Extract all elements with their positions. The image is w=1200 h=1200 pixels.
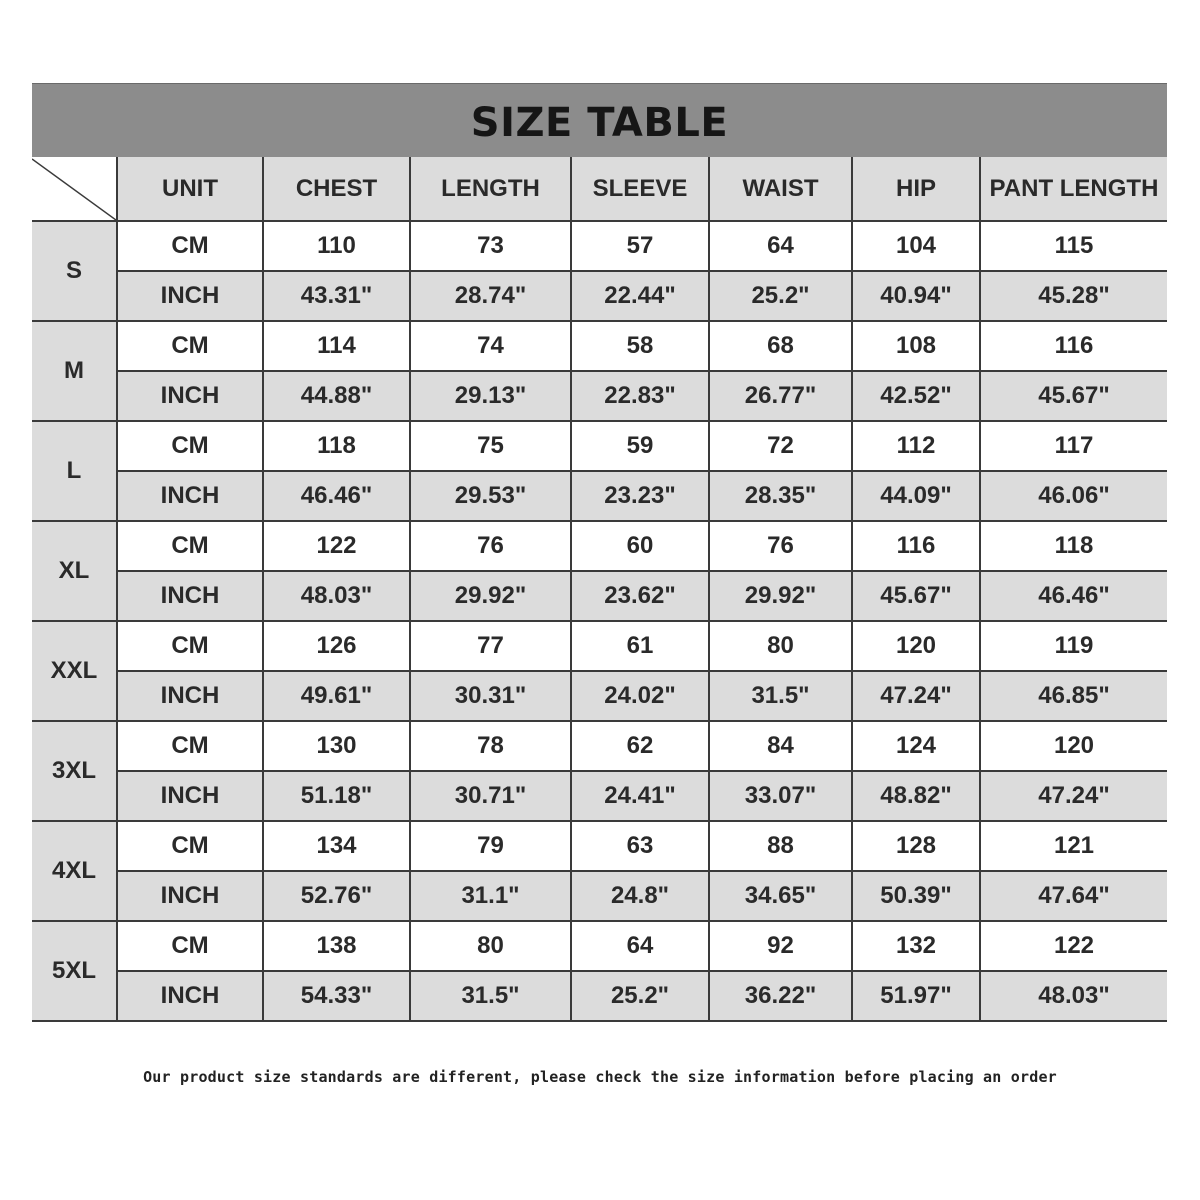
- measurement-cell: 116: [852, 521, 980, 571]
- measurement-cell: 64: [571, 921, 709, 971]
- measurement-cell: 47.24": [852, 671, 980, 721]
- table-row: [32, 421, 1167, 471]
- measurement-cell: 28.35": [709, 471, 852, 521]
- measurement-cell: 138: [263, 921, 410, 971]
- measurement-cell: 72: [709, 421, 852, 471]
- measurement-cell: 29.92": [410, 571, 571, 621]
- measurement-cell: 120: [852, 621, 980, 671]
- header-unit: UNIT: [117, 157, 263, 221]
- table-row: [32, 821, 1167, 871]
- measurement-cell: 110: [263, 221, 410, 271]
- measurement-cell: 84: [709, 721, 852, 771]
- size-table-title: SIZE TABLE: [470, 100, 729, 146]
- measurement-cell: 120: [980, 721, 1167, 771]
- measurement-cell: 46.46": [263, 471, 410, 521]
- diagonal-divider-icon: [32, 157, 116, 220]
- measurement-cell: 40.94": [852, 271, 980, 321]
- size-label: L: [32, 421, 117, 521]
- table-row: [32, 771, 1167, 821]
- measurement-cell: 115: [980, 221, 1167, 271]
- measurement-cell: 76: [709, 521, 852, 571]
- table-row: [32, 671, 1167, 721]
- measurement-cell: 28.74": [410, 271, 571, 321]
- measurement-cell: 92: [709, 921, 852, 971]
- measurement-cell: 50.39": [852, 871, 980, 921]
- measurement-cell: 31.5": [709, 671, 852, 721]
- unit-cell: INCH: [117, 571, 263, 621]
- unit-cell: CM: [117, 521, 263, 571]
- measurement-cell: 122: [263, 521, 410, 571]
- measurement-cell: 57: [571, 221, 709, 271]
- measurement-cell: 25.2": [571, 971, 709, 1021]
- header-chest: CHEST: [263, 157, 410, 221]
- measurement-cell: 23.62": [571, 571, 709, 621]
- measurement-cell: 44.09": [852, 471, 980, 521]
- measurement-cell: 42.52": [852, 371, 980, 421]
- measurement-cell: 47.64": [980, 871, 1167, 921]
- measurement-cell: 118: [980, 521, 1167, 571]
- measurement-cell: 124: [852, 721, 980, 771]
- measurement-cell: 116: [980, 321, 1167, 371]
- measurement-cell: 128: [852, 821, 980, 871]
- header-hip: HIP: [852, 157, 980, 221]
- unit-cell: CM: [117, 821, 263, 871]
- measurement-cell: 79: [410, 821, 571, 871]
- size-label: XXL: [32, 621, 117, 721]
- measurement-cell: 64: [709, 221, 852, 271]
- footer-note: Our product size standards are different, please check the size information before placing an order: [143, 1068, 1057, 1086]
- measurement-cell: 54.33": [263, 971, 410, 1021]
- measurement-cell: 45.28": [980, 271, 1167, 321]
- table-row: [32, 721, 1167, 771]
- unit-cell: CM: [117, 221, 263, 271]
- measurement-cell: 43.31": [263, 271, 410, 321]
- header-waist: WAIST: [709, 157, 852, 221]
- measurement-cell: 45.67": [852, 571, 980, 621]
- measurement-cell: 80: [410, 921, 571, 971]
- measurement-cell: 51.97": [852, 971, 980, 1021]
- size-table-title-bar: [32, 83, 1167, 158]
- unit-cell: CM: [117, 421, 263, 471]
- measurement-cell: 73: [410, 221, 571, 271]
- measurement-cell: 22.44": [571, 271, 709, 321]
- measurement-cell: 58: [571, 321, 709, 371]
- size-label: 3XL: [32, 721, 117, 821]
- measurement-cell: 48.03": [980, 971, 1167, 1021]
- size-label: XL: [32, 521, 117, 621]
- table-row: [32, 271, 1167, 321]
- measurement-cell: 24.02": [571, 671, 709, 721]
- unit-cell: CM: [117, 721, 263, 771]
- measurement-cell: 22.83": [571, 371, 709, 421]
- measurement-cell: 108: [852, 321, 980, 371]
- table-row: [32, 571, 1167, 621]
- measurement-cell: 24.8": [571, 871, 709, 921]
- measurement-cell: 29.92": [709, 571, 852, 621]
- measurement-cell: 63: [571, 821, 709, 871]
- size-table: [32, 157, 1167, 1022]
- size-label: M: [32, 321, 117, 421]
- measurement-cell: 88: [709, 821, 852, 871]
- size-label: 5XL: [32, 921, 117, 1021]
- measurement-cell: 31.1": [410, 871, 571, 921]
- measurement-cell: 77: [410, 621, 571, 671]
- measurement-cell: 46.46": [980, 571, 1167, 621]
- unit-cell: CM: [117, 621, 263, 671]
- measurement-cell: 76: [410, 521, 571, 571]
- size-table-body: [32, 221, 1167, 1021]
- unit-cell: INCH: [117, 671, 263, 721]
- measurement-cell: 104: [852, 221, 980, 271]
- table-row: [32, 621, 1167, 671]
- measurement-cell: 30.71": [410, 771, 571, 821]
- measurement-cell: 46.06": [980, 471, 1167, 521]
- measurement-cell: 80: [709, 621, 852, 671]
- unit-cell: CM: [117, 921, 263, 971]
- unit-cell: INCH: [117, 871, 263, 921]
- table-row: [32, 371, 1167, 421]
- unit-cell: INCH: [117, 471, 263, 521]
- measurement-cell: 33.07": [709, 771, 852, 821]
- measurement-cell: 118: [263, 421, 410, 471]
- table-row: [32, 521, 1167, 571]
- measurement-cell: 44.88": [263, 371, 410, 421]
- measurement-cell: 31.5": [410, 971, 571, 1021]
- measurement-cell: 24.41": [571, 771, 709, 821]
- measurement-cell: 112: [852, 421, 980, 471]
- measurement-cell: 78: [410, 721, 571, 771]
- unit-cell: INCH: [117, 771, 263, 821]
- measurement-cell: 29.13": [410, 371, 571, 421]
- measurement-cell: 74: [410, 321, 571, 371]
- header-sleeve: SLEEVE: [571, 157, 709, 221]
- unit-cell: CM: [117, 321, 263, 371]
- measurement-cell: 121: [980, 821, 1167, 871]
- measurement-cell: 134: [263, 821, 410, 871]
- measurement-cell: 45.67": [980, 371, 1167, 421]
- measurement-cell: 47.24": [980, 771, 1167, 821]
- measurement-cell: 60: [571, 521, 709, 571]
- table-row: [32, 921, 1167, 971]
- measurement-cell: 46.85": [980, 671, 1167, 721]
- measurement-cell: 59: [571, 421, 709, 471]
- measurement-cell: 48.03": [263, 571, 410, 621]
- measurement-cell: 36.22": [709, 971, 852, 1021]
- measurement-cell: 132: [852, 921, 980, 971]
- measurement-cell: 61: [571, 621, 709, 671]
- header-length: LENGTH: [410, 157, 571, 221]
- measurement-cell: 30.31": [410, 671, 571, 721]
- measurement-cell: 29.53": [410, 471, 571, 521]
- table-row: [32, 471, 1167, 521]
- size-label: S: [32, 221, 117, 321]
- measurement-cell: 34.65": [709, 871, 852, 921]
- table-row: [32, 971, 1167, 1021]
- header-pant-length: PANT LENGTH: [980, 157, 1167, 221]
- measurement-cell: 48.82": [852, 771, 980, 821]
- table-row: [32, 321, 1167, 371]
- header-row: [32, 157, 1167, 221]
- table-row: [32, 221, 1167, 271]
- measurement-cell: 25.2": [709, 271, 852, 321]
- measurement-cell: 68: [709, 321, 852, 371]
- measurement-cell: 75: [410, 421, 571, 471]
- measurement-cell: 117: [980, 421, 1167, 471]
- measurement-cell: 114: [263, 321, 410, 371]
- size-label: 4XL: [32, 821, 117, 921]
- measurement-cell: 49.61": [263, 671, 410, 721]
- measurement-cell: 126: [263, 621, 410, 671]
- table-row: [32, 871, 1167, 921]
- measurement-cell: 52.76": [263, 871, 410, 921]
- measurement-cell: 62: [571, 721, 709, 771]
- measurement-cell: 119: [980, 621, 1167, 671]
- corner-cell: [32, 157, 117, 221]
- measurement-cell: 122: [980, 921, 1167, 971]
- unit-cell: INCH: [117, 371, 263, 421]
- measurement-cell: 26.77": [709, 371, 852, 421]
- measurement-cell: 51.18": [263, 771, 410, 821]
- unit-cell: INCH: [117, 971, 263, 1021]
- unit-cell: INCH: [117, 271, 263, 321]
- measurement-cell: 130: [263, 721, 410, 771]
- measurement-cell: 23.23": [571, 471, 709, 521]
